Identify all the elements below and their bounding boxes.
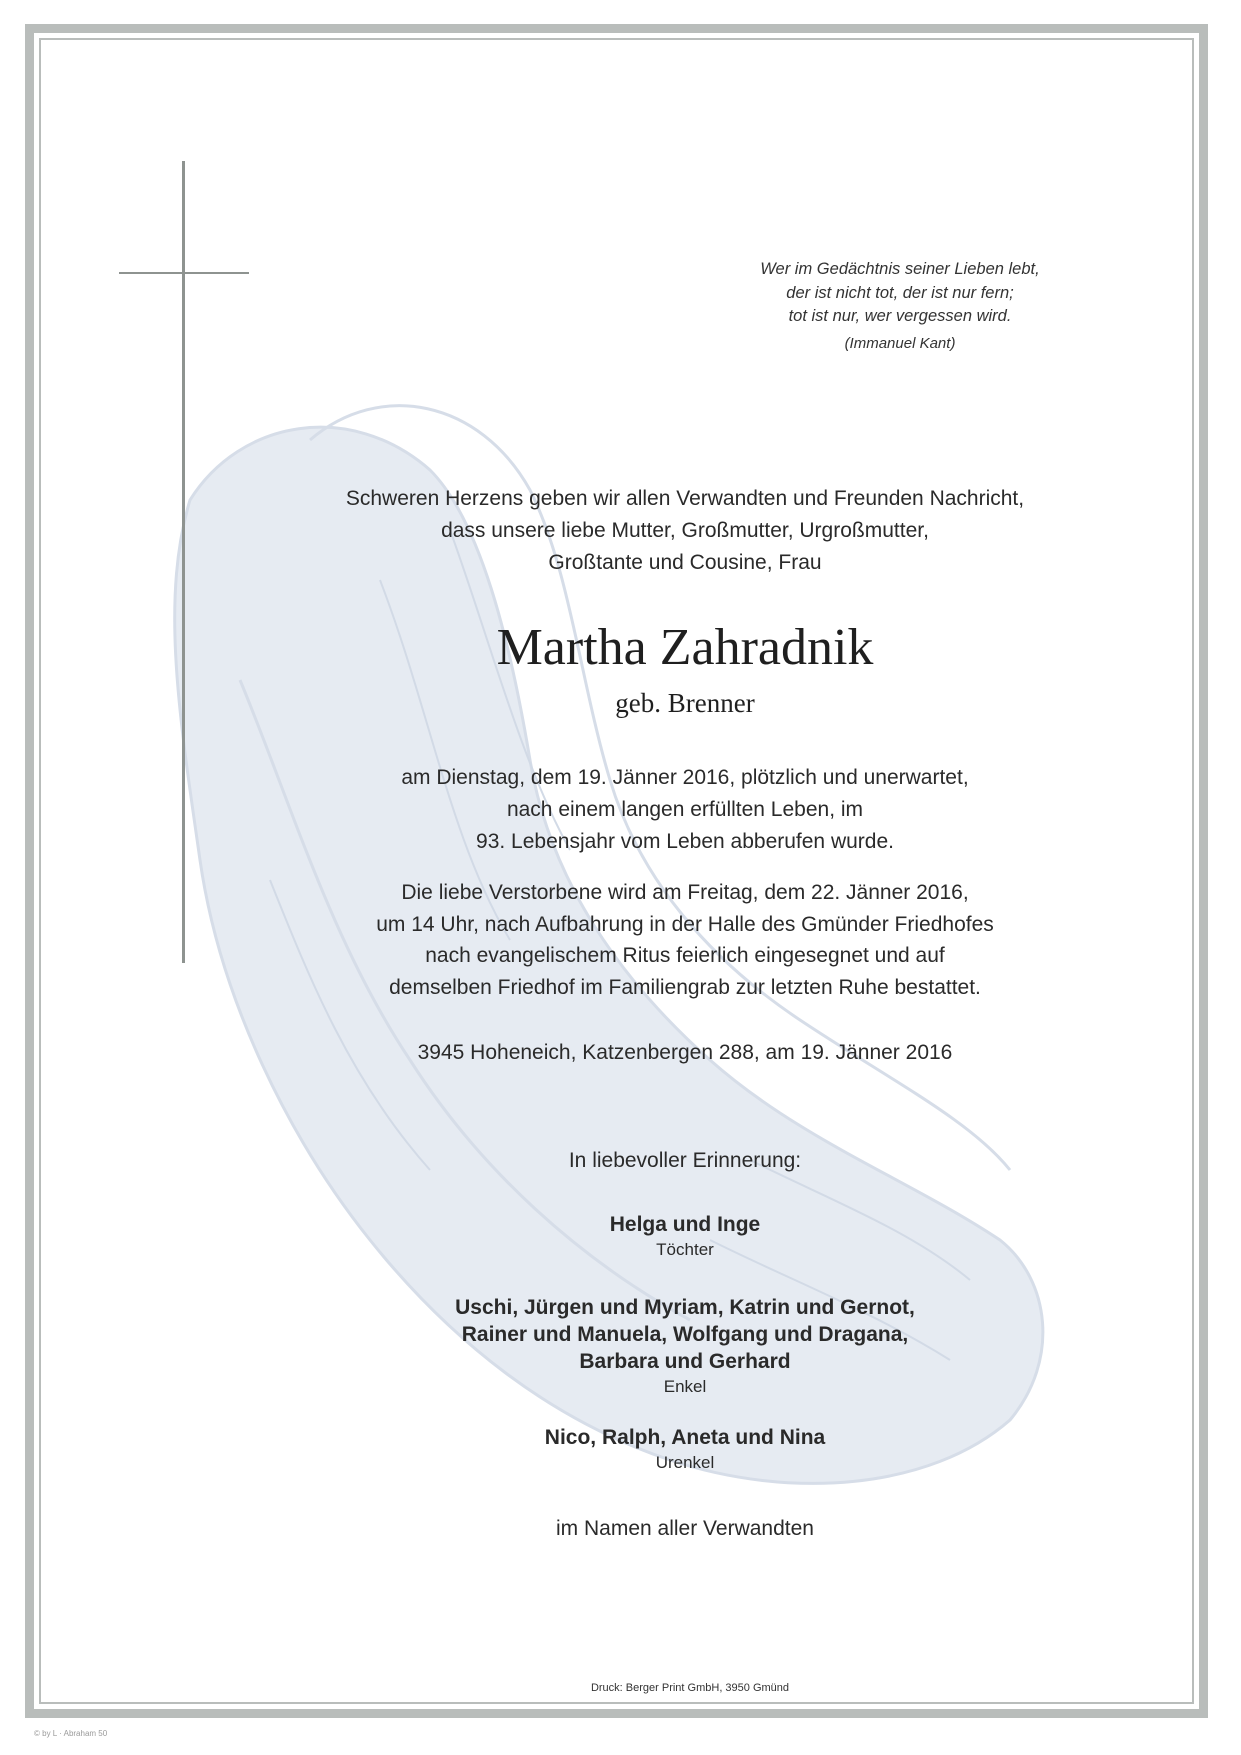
- death-notice: [240, 762, 1130, 858]
- announcement-intro: [240, 483, 1130, 579]
- mourner-names: Barbara und Gerhard: [579, 1350, 791, 1373]
- funeral-line: nach evangelischem Ritus feierlich eingesegnet und auf: [425, 944, 945, 967]
- place-and-date: 3945 Hoheneich, Katzenbergen 288, am 19. Jänner 2016: [417, 1041, 953, 1064]
- quote-author: (Immanuel Kant): [844, 334, 956, 352]
- deceased-name: Martha Zahradnik: [496, 619, 874, 676]
- memory-heading: In liebevoller Erinnerung:: [568, 1149, 802, 1172]
- quote-line: Wer im Gedächtnis seiner Lieben lebt,: [760, 260, 1040, 278]
- mourner-group-grandchildren: [240, 1294, 1130, 1399]
- funeral-details: [240, 877, 1130, 1003]
- death-line: am Dienstag, dem 19. Jänner 2016, plötzlich und unerwartet,: [401, 766, 969, 789]
- mourner-group-daughters: [240, 1211, 1130, 1262]
- intro-line: Schweren Herzens geben wir allen Verwandten und Freunden Nachricht,: [345, 487, 1025, 510]
- deceased-maiden-name: geb. Brenner: [615, 688, 755, 718]
- funeral-line: um 14 Uhr, nach Aufbahrung in der Halle des Gmünder Friedhofes: [376, 912, 994, 936]
- mourner-names: Uschi, Jürgen und Myriam, Katrin und Gernot,: [455, 1296, 915, 1319]
- cross-horizontal-bar: [119, 272, 249, 274]
- mourner-names: Helga und Inge: [609, 1213, 761, 1236]
- intro-line: Großtante und Cousine, Frau: [548, 551, 822, 574]
- mourner-names: Nico, Ralph, Aneta und Nina: [544, 1426, 826, 1449]
- funeral-line: demselben Friedhof im Familiengrab zur letzten Ruhe bestattet.: [389, 975, 981, 999]
- death-line: nach einem langen erfüllten Leben, im: [506, 798, 864, 821]
- cross-vertical-bar: [182, 161, 185, 963]
- intro-line: dass unsere liebe Mutter, Großmutter, Urgroßmutter,: [441, 519, 929, 542]
- kant-quote: [700, 258, 1100, 355]
- mourner-group-great-grandchildren: [240, 1424, 1130, 1475]
- printer-credit: Druck: Berger Print GmbH, 3950 Gmünd: [590, 1682, 790, 1694]
- quote-line: der ist nicht tot, der ist nur fern;: [786, 283, 1014, 302]
- mourner-names: Rainer und Manuela, Wolfgang und Dragana,: [461, 1323, 909, 1346]
- mourner-relation: Urenkel: [655, 1453, 715, 1472]
- mourner-relation: Enkel: [663, 1377, 707, 1396]
- funeral-line: Die liebe Verstorbene wird am Freitag, dem 22. Jänner 2016,: [401, 881, 969, 904]
- closing-line: im Namen aller Verwandten: [556, 1517, 814, 1540]
- quote-line: tot ist nur, wer vergessen wird.: [788, 307, 1012, 325]
- copyright-note: © by L · Abraham 50: [34, 1729, 108, 1738]
- mourner-relation: Töchter: [656, 1240, 714, 1259]
- death-line: 93. Lebensjahr vom Leben abberufen wurde.: [476, 830, 894, 853]
